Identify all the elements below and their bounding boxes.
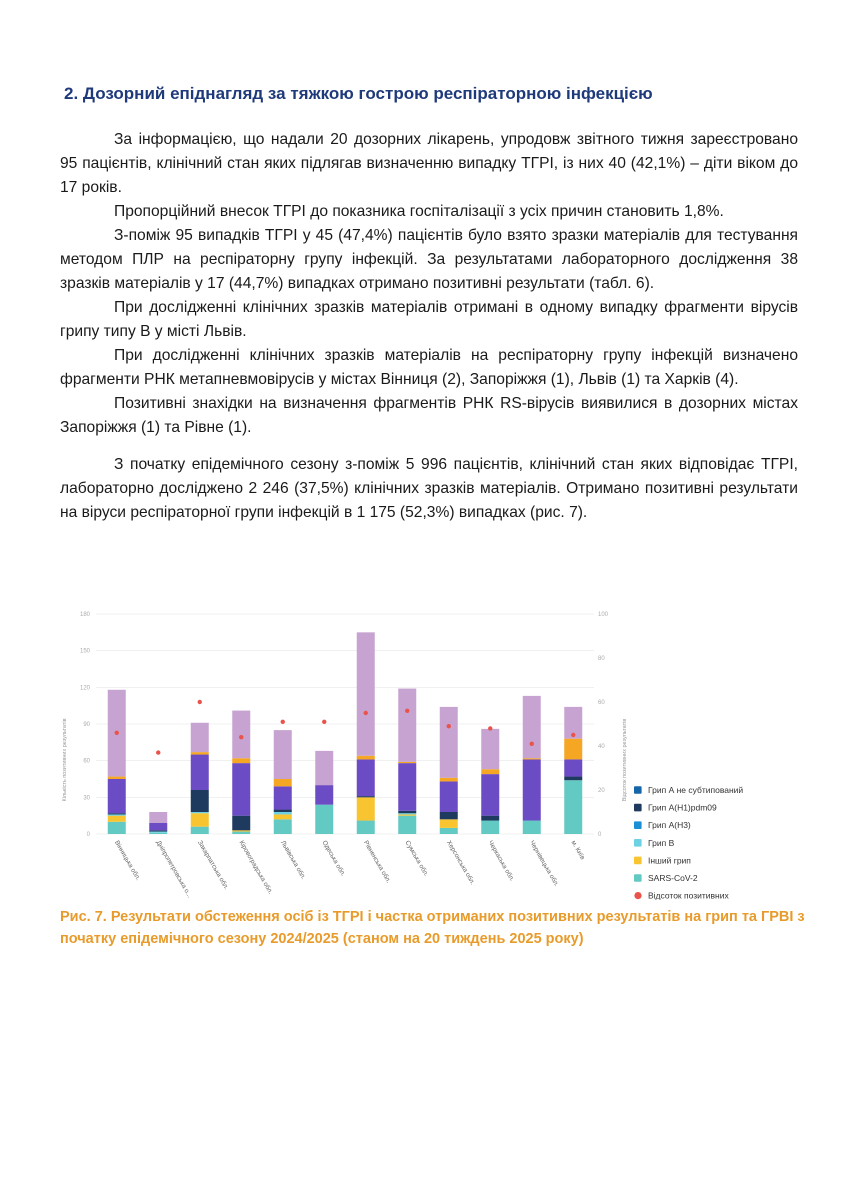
left-axis-ticks <box>80 612 91 838</box>
bar-segment <box>398 816 416 834</box>
legend-swatch <box>634 857 642 865</box>
paragraph: При дослідженні клінічних зразків матеріалів на респіраторну групу інфекцій визначено фрагменти РНК метапневмовірусів у містах Вінниця (2), Запоріжжя (1), Львів (1) та Харків (4). <box>60 347 798 388</box>
category-label: Херсонська обл. <box>445 839 476 887</box>
bar-segment <box>481 769 499 774</box>
stacked-bar-chart <box>58 608 778 904</box>
percent-point <box>239 735 243 739</box>
chart-bars <box>108 632 583 834</box>
legend-swatch <box>634 821 642 829</box>
left-axis-title: Кількість позитивних результатів <box>62 718 68 802</box>
right-tick-label: 80 <box>598 656 605 662</box>
bar-segment <box>274 814 292 819</box>
bar-segment <box>149 823 167 830</box>
legend-label: Відсоток позитивних <box>648 890 729 901</box>
bar-segment <box>440 828 458 834</box>
legend-swatch <box>634 786 642 794</box>
paragraph: Позитивні знахідки на визначення фрагментів РНК RS-вірусів виявилися в дозорних містах Запоріжжя (1) та Рівне (1). <box>60 395 798 436</box>
bar-segment <box>315 805 333 834</box>
bar-segment <box>481 729 499 769</box>
left-tick-label: 90 <box>83 722 90 728</box>
bar-segment <box>149 830 167 831</box>
bar-segment <box>108 822 126 834</box>
left-tick-label: 30 <box>83 795 90 802</box>
bar-segment <box>274 786 292 809</box>
bar-segment <box>440 819 458 828</box>
right-tick-label: 40 <box>598 744 605 750</box>
category-label: Одеська обл. <box>320 839 347 878</box>
left-tick-label: 0 <box>86 832 90 838</box>
left-tick-label: 150 <box>79 648 90 655</box>
right-axis-title: Відсоток позитивних результатів <box>622 718 628 802</box>
bar-segment <box>564 759 582 776</box>
bar-segment <box>149 812 167 823</box>
bar-segment <box>398 811 416 813</box>
legend-label: Грип А не субтипований <box>648 785 744 795</box>
bar-segment <box>232 832 250 834</box>
bar-segment <box>191 790 209 812</box>
right-axis-ticks <box>598 612 609 838</box>
bar-segment <box>398 814 416 815</box>
percent-point <box>198 700 202 704</box>
bar-segment <box>191 723 209 752</box>
bar-segment <box>149 833 167 834</box>
legend-swatch <box>634 804 642 812</box>
right-tick-label: 0 <box>598 832 602 838</box>
bar-segment <box>315 785 333 805</box>
bar-segment <box>481 821 499 834</box>
right-tick-label: 60 <box>598 700 605 706</box>
bar-segment <box>357 756 375 760</box>
category-label: Львівська обл. <box>279 839 307 881</box>
percent-point <box>281 720 285 724</box>
percent-point <box>488 726 492 730</box>
chart-grid <box>96 614 594 834</box>
bar-segment <box>357 796 375 797</box>
bar-segment <box>481 816 499 821</box>
right-tick-label: 20 <box>598 788 605 794</box>
right-tick-label: 100 <box>598 612 609 618</box>
percent-point <box>571 733 575 737</box>
legend-label: Грип В <box>648 837 675 848</box>
figure-caption: Рис. 7. Результати обстеження осіб із ТГРІ і частка отриманих позитивних результатів на грип та ГРВІ з початку епідемічного сезону 2024/2025 (станом на 20 тиждень 2025 року) <box>60 909 805 947</box>
bar-segment <box>274 819 292 834</box>
bar-segment <box>523 758 541 759</box>
paragraph: При дослідженні клінічних зразків матеріалів отримані в одному випадку фрагменти вірусів грипу типу В у місті Львів. <box>60 299 798 340</box>
bar-segment <box>232 711 250 759</box>
bar-segment <box>108 813 126 814</box>
bar-segment <box>398 689 416 762</box>
legend-swatch <box>634 839 642 847</box>
left-tick-label: 180 <box>79 612 90 618</box>
bar-segment <box>564 739 582 760</box>
paragraph: За інформацією, що надали 20 дозорних лікарень, упродовж звітного тижня зареєстровано 95 пацієнтів, клінічний стан яких підлягав визначенню випадку ТГРІ, із них 40 (42,1%) – діти віком до 17 років. <box>60 131 798 196</box>
category-label: Кіровоградська обл. <box>237 839 274 896</box>
bar-segment <box>108 779 126 813</box>
section-heading: 2. Дозорний епіднагляд за тяжкою гострою респіраторною інфекцією <box>64 84 653 103</box>
chart-legend <box>634 785 743 901</box>
bar-segment <box>191 752 209 754</box>
bar-segment <box>191 827 209 834</box>
bar-segment <box>315 751 333 785</box>
bar-segment <box>357 797 375 820</box>
bar-segment <box>232 816 250 831</box>
bar-segment <box>274 730 292 779</box>
bar-segment <box>440 707 458 778</box>
bar-segment <box>440 781 458 812</box>
bar-segment <box>191 813 209 826</box>
bar-segment <box>274 779 292 786</box>
paragraph: З початку епідемічного сезону з-поміж 5 996 пацієнтів, клінічний стан яких відповідає ТГРІ, лабораторно досліджено 2 246 (37,5%) клінічних зразків матеріалів. Отримано позитивні результати на віруси респіраторної групи інфекцій в 1 175 (52,3%) випадках (рис. 7). <box>60 456 798 521</box>
percent-point <box>530 742 534 746</box>
bar-segment <box>564 780 582 834</box>
left-tick-label: 120 <box>79 685 90 692</box>
category-label: м. Київ <box>569 839 586 861</box>
bar-segment <box>357 821 375 834</box>
bar-segment <box>481 774 499 816</box>
legend-label: Грип A(H1)pdm09 <box>648 802 717 813</box>
bar-segment <box>232 763 250 816</box>
percent-point <box>447 724 451 728</box>
bar-segment <box>398 762 416 763</box>
category-label: Черкаська обл. <box>486 839 516 883</box>
percent-point <box>364 711 368 715</box>
percent-point <box>322 720 326 724</box>
bar-segment <box>523 821 541 834</box>
bar-segment <box>191 812 209 813</box>
bar-segment <box>398 813 416 814</box>
bar-segment <box>440 778 458 782</box>
bar-segment <box>523 696 541 758</box>
category-label: Рівненська обл. <box>362 839 392 885</box>
bar-segment <box>523 759 541 820</box>
percent-point <box>156 750 160 754</box>
left-tick-label: 60 <box>83 758 90 765</box>
legend-label: SARS-CoV-2 <box>648 873 698 883</box>
bar-segment <box>108 816 126 822</box>
bar-segment <box>357 632 375 755</box>
paragraph: З-поміж 95 випадків ТГРІ у 45 (47,4%) пацієнтів було взято зразки матеріалів для тестування методом ПЛР на респіраторну групу інфекцій. За результатами лабораторного дослідження 38 зразків матеріалів у 17 (44,7%) випадках отримано позитивні результати (табл. 6). <box>60 227 798 292</box>
bar-segment <box>398 763 416 811</box>
category-label: Сумська обл. <box>403 839 430 878</box>
legend-label: Грип A(H3) <box>648 820 691 831</box>
bar-segment <box>564 777 582 781</box>
bar-segment <box>274 812 292 814</box>
category-label: Чернівецька обл. <box>528 839 560 888</box>
category-labels <box>113 839 586 899</box>
percent-point <box>405 709 409 713</box>
bar-segment <box>191 755 209 790</box>
bar-segment <box>357 759 375 796</box>
percent-positive-points <box>115 700 576 755</box>
legend-dot <box>634 892 641 899</box>
category-label: Дніпропетровська о... <box>154 839 193 900</box>
legend-swatch <box>634 874 642 882</box>
category-label: Закарпатська обл. <box>196 839 230 891</box>
category-label: Вінницька обл. <box>113 839 142 882</box>
paragraph: Пропорційний внесок ТГРІ до показника госпіталізації з усіх причин становить 1,8%. <box>114 203 724 220</box>
bar-segment <box>274 810 292 812</box>
bar-segment <box>108 777 126 779</box>
body-text <box>60 128 798 525</box>
bar-segment <box>149 832 167 833</box>
bar-segment <box>232 758 250 763</box>
percent-point <box>115 731 119 735</box>
bar-segment <box>232 830 250 831</box>
bar-segment <box>440 812 458 819</box>
bar-segment <box>108 814 126 815</box>
legend-label: Інший грип <box>648 855 691 866</box>
